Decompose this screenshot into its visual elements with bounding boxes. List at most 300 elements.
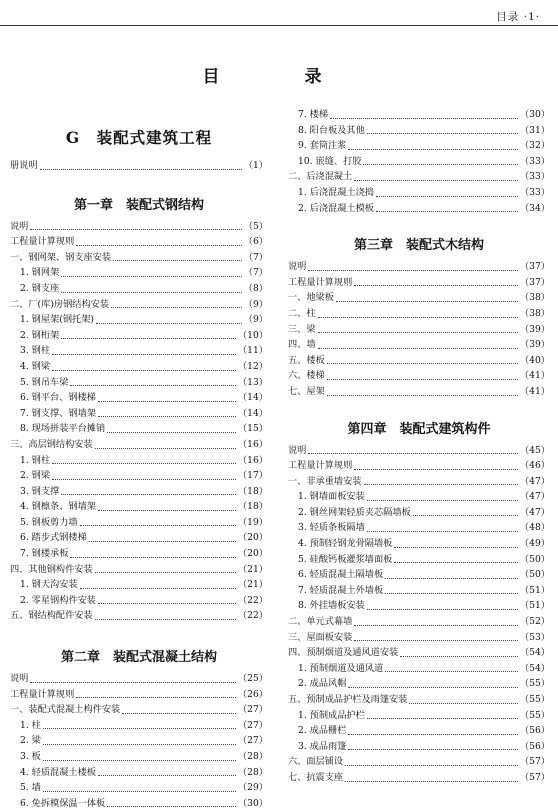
toc-entry[interactable]	[288, 290, 550, 306]
toc-page-number: （11）	[237, 345, 268, 357]
toc-subentry[interactable]	[288, 723, 550, 739]
toc-entry[interactable]	[288, 169, 550, 185]
toc-subentry[interactable]	[10, 577, 268, 593]
toc-page-number: （50）	[519, 569, 550, 581]
toc-entry-label: 5. 钢板剪力墙	[20, 516, 78, 528]
dot-leader	[318, 317, 518, 318]
toc-subentry[interactable]	[288, 676, 550, 692]
dot-leader	[327, 379, 518, 380]
dot-leader	[70, 385, 235, 386]
dot-leader	[61, 276, 242, 277]
toc-entry-label: 2. 钢桁架	[20, 329, 60, 341]
chapter-heading: 第一章 装配式钢结构	[73, 197, 204, 213]
dot-leader	[354, 285, 518, 286]
toc-subentry[interactable]	[10, 733, 268, 749]
dot-leader	[364, 484, 518, 485]
dot-leader	[394, 547, 518, 548]
toc-page-number: （57）	[519, 756, 550, 768]
toc-page-number: （33）	[519, 186, 550, 198]
toc-page-number: （28）	[237, 766, 268, 778]
toc-page-number: （38）	[519, 307, 550, 319]
toc-entry[interactable]	[10, 158, 268, 174]
toc-page-number: （9）	[243, 314, 268, 326]
toc-entry-label: 二、单元式幕墙	[288, 616, 353, 628]
dot-leader	[363, 164, 517, 165]
toc-entry[interactable]	[288, 322, 550, 338]
toc-page-number: （22）	[237, 594, 268, 606]
toc-entry-label: 五、楼板	[288, 354, 325, 366]
toc-entry[interactable]	[288, 443, 550, 459]
toc-subentry[interactable]	[288, 536, 550, 552]
chapter-heading: 第二章 装配式混凝土结构	[60, 650, 217, 666]
toc-subentry[interactable]	[10, 780, 268, 796]
toc-entry[interactable]	[288, 770, 550, 786]
toc-page-number: （37）	[519, 276, 550, 288]
dot-leader	[96, 323, 242, 324]
toc-entry-label: 6. 轻质混凝土隔墙板	[298, 569, 384, 581]
toc-entry-label: 一、地梁板	[288, 292, 334, 304]
dot-leader	[113, 260, 242, 261]
dot-leader	[30, 229, 241, 230]
dot-leader	[122, 713, 236, 714]
toc-page-number: （20）	[237, 532, 268, 544]
toc-page-number: （27）	[237, 719, 268, 731]
dot-leader	[354, 469, 518, 470]
toc-entry-label: 三、梁	[288, 323, 316, 335]
dot-leader	[308, 453, 518, 454]
toc-subentry[interactable]	[288, 739, 550, 755]
toc-entry-label: 2. 钢支座	[20, 282, 60, 294]
dot-leader	[348, 149, 517, 150]
toc-page-number: （57）	[519, 771, 550, 783]
toc-page-number: （56）	[519, 725, 550, 737]
dot-leader	[385, 671, 518, 672]
dot-leader	[348, 749, 517, 750]
dot-leader	[43, 744, 236, 745]
toc-page-number: （54）	[519, 662, 550, 674]
toc-page-number: （16）	[237, 438, 268, 450]
toc-page-number: （40）	[519, 354, 550, 366]
toc-entry-label: 册说明	[10, 160, 38, 171]
toc-entry-label: 8. 现场拼装平台摊销	[20, 423, 106, 435]
toc-entry-label: 3. 板	[20, 751, 41, 762]
toc-entry-label: 8. 外挂墙板安装	[298, 600, 365, 612]
dot-leader	[354, 180, 518, 181]
toc-entry-label: 说明	[10, 220, 29, 232]
toc-entry-label: 7. 楼梯	[298, 109, 329, 120]
toc-subentry[interactable]	[288, 583, 550, 599]
toc-entry-label: 说明	[10, 673, 29, 685]
dot-leader	[336, 301, 518, 302]
toc-entry-label: 工程量计算规则	[288, 460, 353, 472]
toc-entry-label: 二、柱	[288, 307, 316, 319]
toc-page-number: （47）	[519, 506, 550, 518]
dot-leader	[367, 531, 518, 532]
toc-entry[interactable]	[288, 692, 550, 708]
toc-page-number: （37）	[519, 261, 550, 273]
dot-leader	[95, 619, 236, 620]
toc-page-number: （30）	[519, 109, 550, 120]
toc-page-number: （41）	[519, 370, 550, 382]
dot-leader	[61, 292, 242, 293]
toc-entry[interactable]	[288, 645, 550, 661]
toc-page-number: （19）	[237, 516, 268, 528]
toc-entry-label: 五、预制成品护栏及雨篷安装	[288, 694, 408, 705]
dot-leader	[52, 354, 236, 355]
toc-entry[interactable]	[10, 250, 268, 266]
toc-entry-label: 8. 阳台板及其他	[298, 124, 365, 136]
toc-subentry[interactable]	[10, 281, 268, 297]
dot-leader	[345, 781, 518, 782]
toc-entry-label: 7. 钢楼承板	[20, 548, 69, 560]
toc-subentry[interactable]	[288, 661, 550, 677]
dot-leader	[367, 133, 518, 134]
toc-entry-label: 6. 踏步式钢楼梯	[20, 532, 87, 544]
toc-entry[interactable]	[288, 474, 550, 490]
toc-entry[interactable]	[288, 458, 550, 474]
toc-entry-label: 6. 免拆模保温一体板	[20, 797, 106, 809]
dot-leader	[318, 348, 518, 349]
toc-page-number: （38）	[519, 292, 550, 304]
toc-page-number: （33）	[519, 171, 550, 183]
toc-entry-label: 1. 钢屋架(钢托架)	[20, 314, 94, 326]
toc-entry-label: 4. 钢梁	[20, 360, 51, 372]
toc-page-number: （13）	[237, 376, 268, 388]
toc-subentry[interactable]	[10, 421, 268, 437]
dot-leader	[80, 588, 236, 589]
toc-page-number: （16）	[237, 454, 268, 466]
dot-leader	[98, 775, 236, 776]
toc-entry-label: 2. 零星钢构件安装	[20, 594, 96, 606]
dot-leader	[52, 479, 236, 480]
toc-entry[interactable]	[10, 608, 268, 624]
toc-page-number: （47）	[519, 475, 550, 487]
dot-leader	[89, 541, 236, 542]
toc-entry-label: 1. 钢墙面板安装	[298, 491, 365, 503]
toc-entry-label: 3. 轻质条板隔墙	[298, 522, 365, 534]
part-heading: G 装配式建筑工程	[65, 128, 213, 147]
toc-page-number: （55）	[519, 678, 550, 690]
dot-leader	[70, 557, 235, 558]
dot-leader	[98, 401, 236, 402]
dot-leader	[376, 196, 518, 197]
toc-subentry[interactable]	[288, 520, 550, 536]
toc-subentry[interactable]	[288, 107, 550, 123]
toc-subentry[interactable]	[288, 598, 550, 614]
toc-entry-label: 2. 成品风帽	[298, 678, 347, 690]
toc-entry-label: 一、非承重墙安装	[288, 475, 362, 487]
toc-page-number: （32）	[519, 140, 550, 152]
toc-entry-label: 一、钢网架、钢支座安装	[10, 251, 112, 263]
toc-subentry[interactable]	[10, 312, 268, 328]
toc-entry-label: 5. 硅酸钙板灌浆墙面板	[298, 553, 393, 565]
toc-page-number: （34）	[519, 202, 550, 214]
toc-left-column	[10, 120, 268, 811]
toc-entry[interactable]	[10, 671, 268, 687]
toc-subentry[interactable]	[10, 468, 268, 484]
toc-subentry[interactable]	[288, 123, 550, 139]
toc-entry-label: 七、抗震支座	[288, 771, 344, 783]
toc-entry-label: 二、后浇混凝土	[288, 171, 353, 183]
dot-leader	[43, 791, 236, 792]
toc-page-number: （52）	[519, 616, 550, 628]
dot-leader	[80, 525, 236, 526]
toc-page-number: （46）	[519, 460, 550, 472]
dot-leader	[107, 432, 236, 433]
toc-subentry[interactable]	[10, 359, 268, 375]
toc-subentry[interactable]	[10, 530, 268, 546]
toc-subentry[interactable]	[288, 567, 550, 583]
toc-entry-label: 1. 预制烟道及通风道	[298, 662, 384, 674]
dot-leader	[354, 640, 518, 641]
toc-subentry[interactable]	[10, 265, 268, 281]
dot-leader	[61, 494, 236, 495]
dot-leader	[394, 562, 518, 563]
toc-page-number: （10）	[237, 329, 268, 341]
dot-leader	[95, 448, 236, 449]
dot-leader	[327, 363, 518, 364]
toc-entry-label: 5. 墙	[20, 782, 41, 794]
dot-leader	[327, 395, 518, 396]
toc-entry-label: 9. 套筒注浆	[298, 140, 347, 152]
toc-entry-label: 7. 轻质混凝土外墙板	[298, 584, 384, 596]
toc-entry-label: 四、其他钢构件安装	[10, 563, 93, 575]
toc-subentry[interactable]	[10, 499, 268, 515]
toc-entry[interactable]	[288, 754, 550, 770]
toc-entry-label: 2. 后浇混凝土模板	[298, 202, 374, 214]
toc-subentry[interactable]	[288, 552, 550, 568]
toc-entry-label: 五、钢结构配件安装	[10, 610, 93, 622]
toc-entry-label: 说明	[288, 444, 307, 456]
toc-page-number: （7）	[243, 251, 268, 263]
dot-leader	[367, 718, 518, 719]
dot-leader	[348, 734, 517, 735]
page-title: 目 录	[202, 67, 356, 87]
dot-leader	[409, 703, 517, 704]
dot-leader	[98, 510, 236, 511]
toc-entry[interactable]	[288, 630, 550, 646]
toc-entry-label: 4. 预制轻钢龙骨隔墙板	[298, 538, 393, 550]
toc-entry-label: 2. 钢丝网架轻质夹芯隔墙板	[298, 506, 411, 518]
toc-page-number: （6）	[243, 236, 268, 248]
toc-page-number: （18）	[237, 501, 268, 513]
toc-subentry[interactable]	[10, 765, 268, 781]
dot-leader	[413, 515, 518, 516]
toc-entry-label: 1. 预制成品护栏	[298, 709, 365, 721]
toc-page-number: （15）	[237, 423, 268, 435]
dot-leader	[330, 118, 518, 119]
toc-subentry[interactable]	[288, 154, 550, 170]
toc-subentry[interactable]	[288, 138, 550, 154]
toc-entry-label: 工程量计算规则	[10, 236, 75, 248]
toc-entry-label: 工程量计算规则	[288, 276, 353, 288]
toc-page-number: （25）	[237, 673, 268, 685]
toc-entry[interactable]	[288, 384, 550, 400]
toc-page-number: （55）	[519, 709, 550, 721]
toc-page-number: （18）	[237, 485, 268, 497]
toc-subentry[interactable]	[10, 718, 268, 734]
toc-entry-label: 7. 钢支撑、钢墙架	[20, 407, 96, 419]
toc-page-number: （45）	[519, 444, 550, 456]
toc-subentry[interactable]	[288, 489, 550, 505]
toc-page-number: （5）	[243, 220, 268, 232]
toc-page-number: （51）	[519, 600, 550, 612]
chapter-heading: 第四章 装配式建筑构件	[347, 421, 491, 437]
dot-leader	[348, 687, 517, 688]
toc-entry[interactable]	[288, 368, 550, 384]
toc-entry[interactable]	[288, 306, 550, 322]
toc-entry[interactable]	[10, 702, 268, 718]
dot-leader	[43, 728, 236, 729]
toc-subentry[interactable]	[10, 796, 268, 811]
toc-subentry[interactable]	[10, 484, 268, 500]
toc-entry-label: 二、厂(库)房钢结构安装	[10, 298, 110, 310]
dot-leader	[367, 609, 518, 610]
toc-page-number: （39）	[519, 339, 550, 351]
toc-entry-label: 1. 钢网架	[20, 267, 60, 279]
toc-entry[interactable]	[10, 219, 268, 235]
toc-entry-label: 2. 成品栅栏	[298, 725, 347, 737]
toc-page-number: （22）	[237, 610, 268, 622]
toc-entry-label: 1. 钢柱	[20, 454, 51, 466]
toc-entry-label: 三、高层钢结构安装	[10, 438, 93, 450]
toc-page-number: （50）	[519, 553, 550, 565]
toc-page-number: （33）	[519, 155, 550, 167]
dot-leader	[43, 760, 236, 761]
toc-subentry[interactable]	[10, 453, 268, 469]
dot-leader	[385, 593, 518, 594]
toc-entry[interactable]	[288, 275, 550, 291]
toc-page-number: （54）	[519, 647, 550, 659]
toc-subentry[interactable]	[288, 201, 550, 217]
toc-entry[interactable]	[10, 234, 268, 250]
dot-leader	[61, 338, 236, 339]
toc-page-number: （21）	[237, 579, 268, 591]
toc-page-number: （53）	[519, 631, 550, 643]
toc-entry-label: 六、楼梯	[288, 370, 325, 382]
toc-subentry[interactable]	[10, 546, 268, 562]
dot-leader	[76, 245, 241, 246]
toc-entry[interactable]	[10, 297, 268, 313]
toc-entry-label: 七、屋架	[288, 385, 325, 397]
toc-entry-label: 1. 柱	[20, 719, 41, 731]
dot-leader	[52, 370, 236, 371]
toc-subentry[interactable]	[10, 390, 268, 406]
toc-page-number: （56）	[519, 740, 550, 752]
dot-leader	[95, 572, 236, 573]
toc-entry-label: 一、装配式混凝土构件安装	[10, 704, 121, 716]
dot-leader	[376, 211, 518, 212]
toc-subentry[interactable]	[10, 749, 268, 765]
toc-entry-label: 3. 钢支撑	[20, 485, 60, 497]
dot-leader	[111, 307, 242, 308]
toc-entry[interactable]	[10, 437, 268, 453]
dot-leader	[98, 603, 236, 604]
toc-entry-label: 1. 钢天沟安装	[20, 579, 78, 591]
toc-page-number: （14）	[237, 392, 268, 404]
toc-entry[interactable]	[10, 687, 268, 703]
toc-entry-label: 4. 轻质混凝土楼板	[20, 766, 96, 778]
toc-page-number: （48）	[519, 522, 550, 534]
page-header-text: 目录 ·1·	[496, 11, 540, 23]
header-rule	[0, 25, 558, 26]
toc-entry-label: 2. 梁	[20, 735, 41, 747]
dot-leader	[98, 416, 236, 417]
toc-entry[interactable]	[288, 259, 550, 275]
toc-page-number: （39）	[519, 323, 550, 335]
dot-leader	[367, 500, 518, 501]
toc-subentry[interactable]	[288, 185, 550, 201]
dot-leader	[318, 332, 518, 333]
toc-page-number: （17）	[237, 470, 268, 482]
toc-entry-label: 工程量计算规则	[10, 688, 75, 700]
toc-entry-label: 1. 后浇混凝土浇捣	[298, 186, 374, 198]
toc-page-number: （1）	[243, 160, 268, 171]
toc-page-number: （8）	[243, 282, 268, 294]
toc-right-column	[288, 107, 550, 786]
toc-page-number: （29）	[237, 782, 268, 794]
toc-page-number: （27）	[237, 735, 268, 747]
toc-page-number: （55）	[519, 694, 550, 705]
dot-leader	[385, 578, 518, 579]
toc-page-number: （27）	[237, 704, 268, 716]
dot-leader	[30, 682, 236, 683]
toc-subentry[interactable]	[10, 328, 268, 344]
toc-subentry[interactable]	[10, 515, 268, 531]
toc-page-number: （9）	[243, 298, 268, 310]
chapter-heading: 第三章 装配式木结构	[353, 238, 484, 254]
toc-entry-label: 5. 钢吊车梁	[20, 376, 69, 388]
toc-entry-label: 3. 成品雨篷	[298, 740, 347, 752]
toc-entry-label: 6. 钢平台、钢楼梯	[20, 392, 96, 404]
toc-subentry[interactable]	[288, 708, 550, 724]
toc-subentry[interactable]	[10, 406, 268, 422]
toc-entry-label: 四、墙	[288, 339, 316, 351]
toc-page-number: （41）	[519, 385, 550, 397]
toc-entry-label: 10. 嵌缝、打胶	[298, 155, 362, 167]
toc-entry-label: 四、预制烟道及通风道安装	[288, 647, 399, 659]
toc-entry-label: 4. 钢檩条、钢墙架	[20, 501, 96, 513]
toc-entry[interactable]	[288, 353, 550, 369]
toc-page-number: （14）	[237, 407, 268, 419]
toc-subentry[interactable]	[10, 343, 268, 359]
toc-entry[interactable]	[288, 614, 550, 630]
toc-entry-label: 三、屋面板安装	[288, 631, 353, 643]
dot-leader	[400, 656, 518, 657]
toc-subentry[interactable]	[288, 505, 550, 521]
toc-page-number: （12）	[237, 360, 268, 372]
toc-page-number: （20）	[237, 548, 268, 560]
dot-leader	[76, 697, 236, 698]
toc-entry-label: 2. 钢梁	[20, 470, 51, 482]
toc-page-number: （21）	[237, 563, 268, 575]
toc-page-number: （30）	[237, 797, 268, 809]
toc-page-number: （47）	[519, 491, 550, 503]
toc-entry[interactable]	[288, 337, 550, 353]
toc-page-number: （26）	[237, 688, 268, 700]
toc-page-number: （31）	[519, 124, 550, 136]
dot-leader	[354, 625, 518, 626]
dot-leader	[52, 463, 236, 464]
toc-page-number: （51）	[519, 584, 550, 596]
dot-leader	[40, 169, 242, 170]
dot-leader	[345, 765, 518, 766]
toc-subentry[interactable]	[10, 375, 268, 391]
toc-entry[interactable]	[10, 562, 268, 578]
dot-leader	[308, 270, 518, 271]
toc-subentry[interactable]	[10, 593, 268, 609]
toc-entry-label: 说明	[288, 261, 307, 273]
